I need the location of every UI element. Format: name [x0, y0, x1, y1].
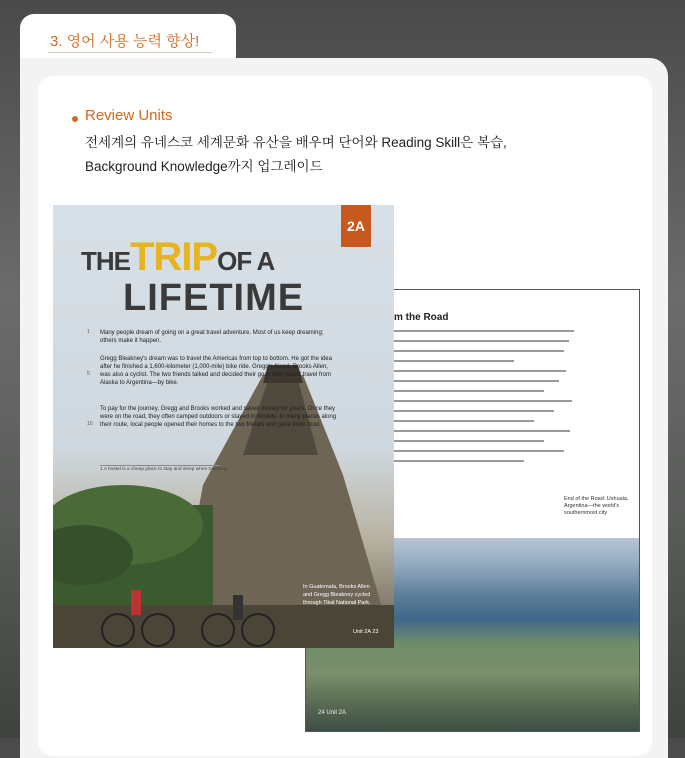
line-number: 5 — [87, 371, 90, 377]
paragraph-1: Many people dream of going on a great travel adventure. Most of us keep dreaming; others make it happen. — [100, 330, 324, 344]
unit-badge: 2A — [341, 205, 371, 247]
textbook-page-left — [53, 205, 394, 648]
section-title: 3. 영어 사용 능력 향상! — [50, 33, 200, 50]
footnote: 1 A hostel is a cheap place to stay and sleep when traveling. — [100, 467, 229, 472]
left-page-caption: In Guatemala, Brooks Allen and Gregg Bleakney cycled through Tikal National Park. — [303, 584, 371, 606]
item-description-line2: Background Knowledge까지 업그레이드 — [85, 159, 323, 174]
bullet-dot-icon — [72, 116, 78, 122]
paragraph-2: Gregg Bleakney's dream was to travel the Americas from top to bottom. He got the idea after he finished a 1,600-kilometer (1,000-mile) bike ride. Gregg's friend, Brooks Allen, was also a cyclist. The two friends talked and decided their goal: they would travel from Alaska to Argentina—by bike. — [100, 356, 332, 386]
right-page-caption: End of the Road: Ushuaia, Argentina—the world's southernmost city — [564, 496, 629, 516]
line-number: 10 — [87, 421, 93, 427]
headline-top — [81, 235, 274, 280]
headline-the: THE — [81, 246, 130, 276]
right-page-number: 24 Unit 2A — [318, 710, 347, 716]
right-page-title: m the Road — [394, 312, 449, 323]
headline-trip: TRIP — [130, 235, 218, 279]
headline-lifetime: LIFETIME — [123, 277, 305, 319]
item-description-line1: 전세계의 유네스코 세계문화 유산을 배우며 단어와 Reading Skill은 복습, — [85, 135, 507, 150]
line-number: 1 — [87, 329, 90, 335]
item-title: Review Units — [85, 107, 173, 124]
left-page-number: Unit 2A 23 — [353, 629, 379, 635]
footnote-divider — [100, 465, 220, 466]
section-title-underline — [48, 52, 212, 53]
headline-of-a: OF A — [217, 246, 275, 276]
paragraph-3: To pay for the journey, Gregg and Brooks worked and saved money for years. Once they were on the road, they often camped outdoors or stayed in hostels. In many places along their route, local people opened their homes to the two friends and gave them food. — [100, 406, 337, 428]
right-page-text-block — [394, 330, 594, 470]
